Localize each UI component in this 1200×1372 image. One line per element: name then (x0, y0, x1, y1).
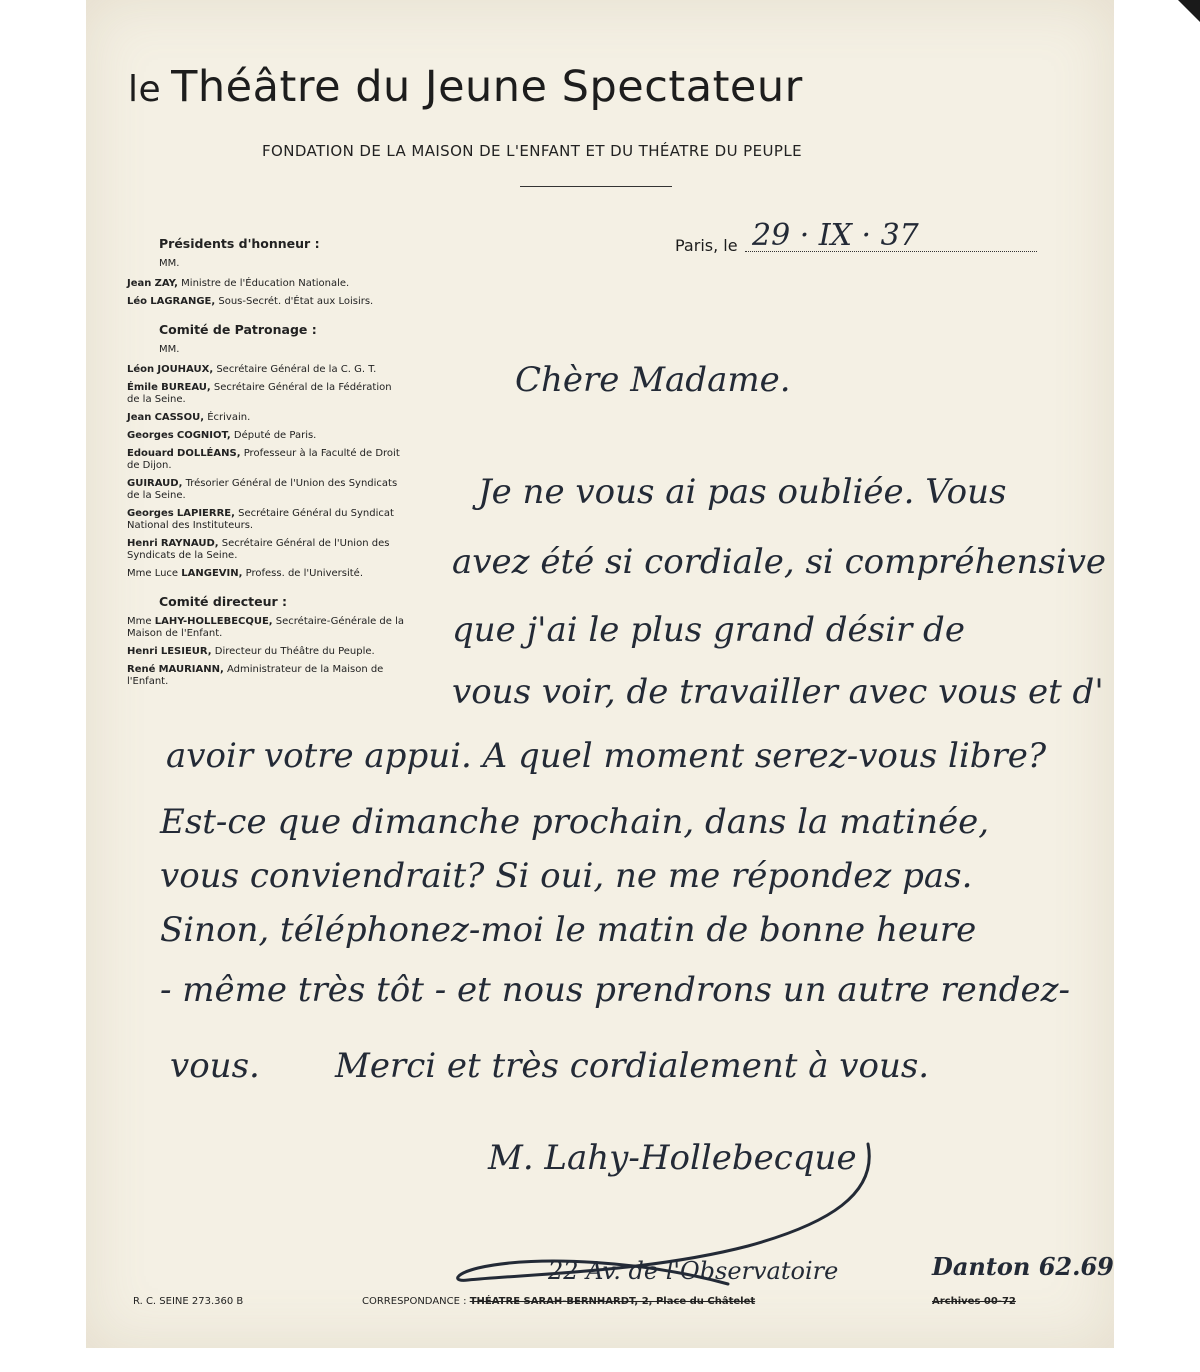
footer-archives: Archives 00-72 (932, 1296, 1016, 1307)
group-heading: Présidents d'honneur : (159, 236, 320, 251)
letter-line: avez été si cordiale, si compréhensive (452, 542, 1107, 582)
member: Léon JOUHAUX, Secrétaire Général de la C. G. T. (127, 364, 377, 375)
letter-closing: Merci et très cordialement à vous. (335, 1046, 930, 1086)
member: Mme LAHY-HOLLEBECQUE, Secrétaire-Générale de la Maison de l'Enfant. (127, 616, 405, 639)
signature: M. Lahy-Hollebecque (488, 1138, 857, 1178)
member: Henri RAYNAUD, Secrétaire Général de l'Union des Syndicats de la Seine. (127, 538, 390, 561)
letter-greeting: Chère Madame. (515, 360, 791, 400)
letter-line: avoir votre appui. A quel moment serez-vous libre? (166, 736, 1047, 776)
member: Léo LAGRANGE, Sous-Secrét. d'État aux Loisirs. (127, 296, 374, 307)
member: Henri LESIEUR, Directeur du Théâtre du Peuple. (127, 646, 375, 657)
group-presidents (127, 238, 407, 308)
handwritten-phone: Danton 62.69 (932, 1252, 1114, 1281)
member: Mme Luce LANGEVIN, Profess. de l'Université. (127, 568, 364, 579)
member: Georges COGNIOT, Député de Paris. (127, 430, 317, 441)
title-prefix: le (128, 69, 162, 110)
letter-line: Je ne vous ai pas oubliée. Vous (478, 472, 1007, 512)
handwritten-date: 29 · IX · 37 (752, 218, 919, 253)
footer-rc: R. C. SEINE 273.360 B (133, 1296, 244, 1307)
dateline-place: Paris, le (675, 236, 738, 255)
letterhead-title (128, 62, 803, 112)
letterhead-subtitle: FONDATION DE LA MAISON DE L'ENFANT ET DU THÉATRE DU PEUPLE (262, 142, 802, 160)
letterhead-divider (520, 186, 672, 187)
group-patronage (127, 324, 407, 580)
member: Georges LAPIERRE, Secrétaire Général du Syndicat National des Instituteurs. (127, 508, 394, 531)
correspondance-label: CORRESPONDANCE : (362, 1296, 467, 1307)
member: René MAURIANN, Administrateur de la Maison de l'Enfant. (127, 664, 384, 687)
struck-address: THÉATRE SARAH-BERNHARDT, 2, Place du Châtelet (469, 1296, 756, 1307)
page-corner (1178, 0, 1200, 22)
group-mm: MM. (159, 258, 180, 269)
member: Jean ZAY, Ministre de l'Éducation Nationale. (127, 278, 350, 289)
member: GUIRAUD, Trésorier Général de l'Union des Syndicats de la Seine. (127, 478, 398, 501)
group-heading: Comité de Patronage : (159, 322, 317, 337)
group-directeur (127, 596, 407, 688)
letter-line: Est-ce que dimanche prochain, dans la matinée, (160, 802, 990, 842)
letter-line: vous conviendrait? Si oui, ne me répondez pas. (160, 856, 973, 896)
member: Émile BUREAU, Secrétaire Général de la Fédération de la Seine. (127, 382, 392, 405)
letter-line: Sinon, téléphonez-moi le matin de bonne heure (160, 910, 977, 950)
footer-correspondance (362, 1296, 755, 1307)
handwritten-address: 22 Av. de l'Observatoire (548, 1257, 839, 1285)
letter-line: vous. (170, 1046, 260, 1086)
letter-line: que j'ai le plus grand désir de (452, 610, 965, 650)
letter-line: - même très tôt - et nous prendrons un autre rendez- (160, 970, 1070, 1010)
letter-line: vous voir, de travailler avec vous et d' (452, 672, 1104, 712)
group-mm: MM. (159, 344, 180, 355)
member: Edouard DOLLÉANS, Professeur à la Faculté de Droit de Dijon. (127, 448, 400, 471)
title-main: Théâtre du Jeune Spectateur (171, 62, 803, 112)
member: Jean CASSOU, Écrivain. (127, 412, 251, 423)
group-heading: Comité directeur : (159, 594, 288, 609)
committee-sidebar (127, 238, 407, 704)
